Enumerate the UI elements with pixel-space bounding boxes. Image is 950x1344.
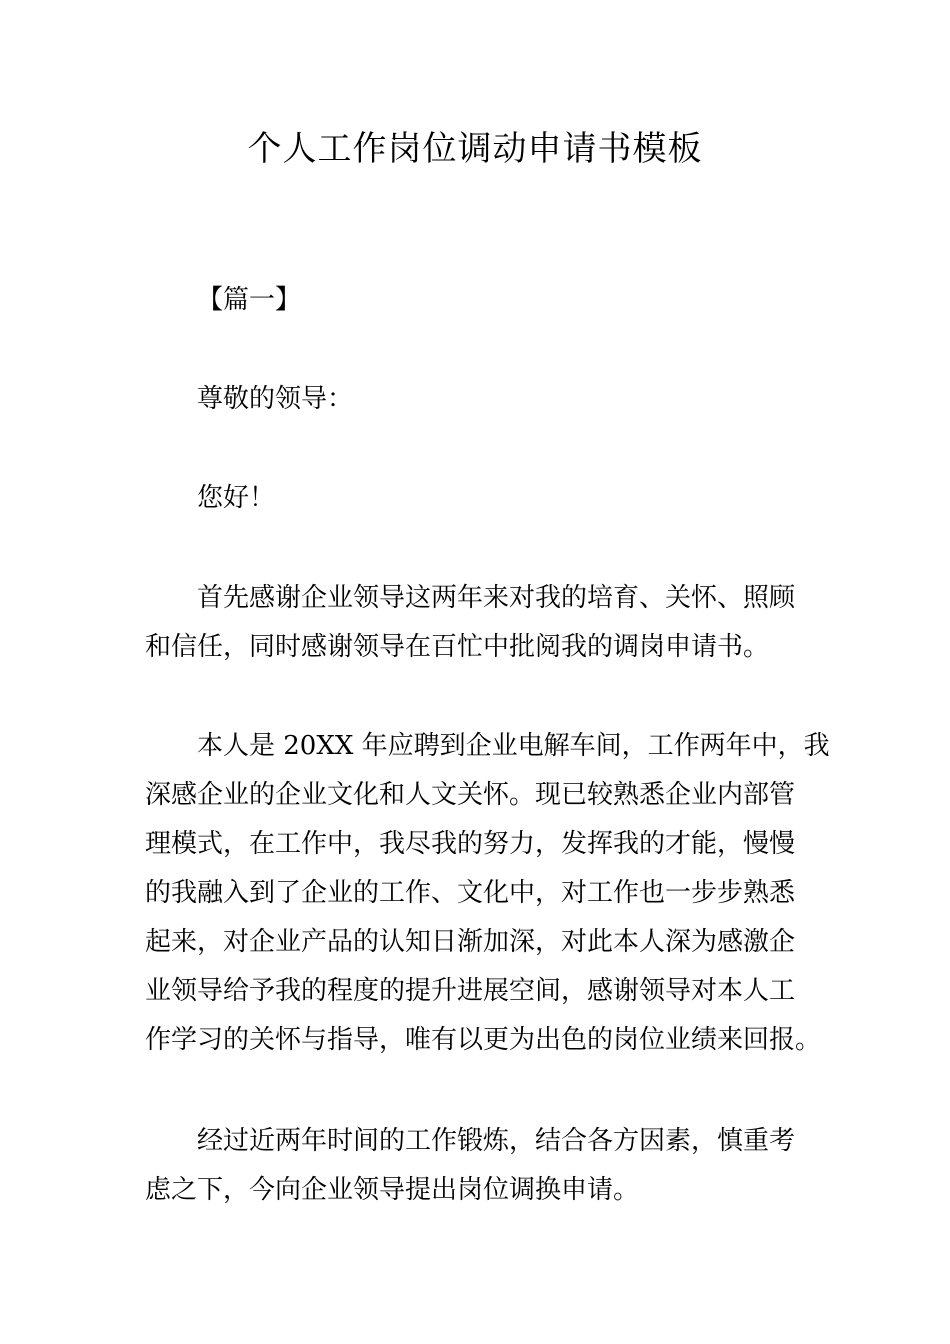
paragraph-2 xyxy=(145,722,830,1065)
paragraph-line: 业领导给予我的程度的提升进展空间，感谢领导对本人工 xyxy=(145,976,796,1006)
document-title: 个人工作岗位调动申请书模板 xyxy=(247,129,703,169)
paragraph-line: 和信任，同时感谢领导在百忙中批阅我的调岗申请书。 xyxy=(145,632,770,662)
paragraph-line: 的我融入到了企业的工作、文化中，对工作也一步步熟悉 xyxy=(145,878,796,908)
paragraph-line: 本人是 20XX 年应聘到企业电解车间，工作两年中，我 xyxy=(197,731,830,761)
paragraph-1 xyxy=(145,574,809,672)
paragraph-line: 起来，对企业产品的认知日渐加深，对此本人深为感激企 xyxy=(145,927,796,957)
paragraph-3 xyxy=(145,1117,809,1215)
paragraph-line: 深感企业的企业文化和人文关怀。现已较熟悉企业内部管 xyxy=(145,780,796,810)
paragraph-line: 经过近两年时间的工作锻炼，结合各方因素，慎重考 xyxy=(197,1126,796,1156)
salutation: 尊敬的领导： xyxy=(197,384,354,414)
section-label: 【篇一】 xyxy=(197,285,302,315)
paragraph-line: 作学习的关怀与指导，唯有以更为出色的岗位业绩来回报。 xyxy=(145,1025,822,1055)
greeting: 您好！ xyxy=(197,483,276,513)
paragraph-line: 理模式，在工作中，我尽我的努力，发挥我的才能，慢慢 xyxy=(145,829,796,859)
paragraph-line: 虑之下，今向企业领导提出岗位调换申请。 xyxy=(145,1175,640,1205)
paragraph-line: 首先感谢企业领导这两年来对我的培育、关怀、照顾 xyxy=(197,583,796,613)
